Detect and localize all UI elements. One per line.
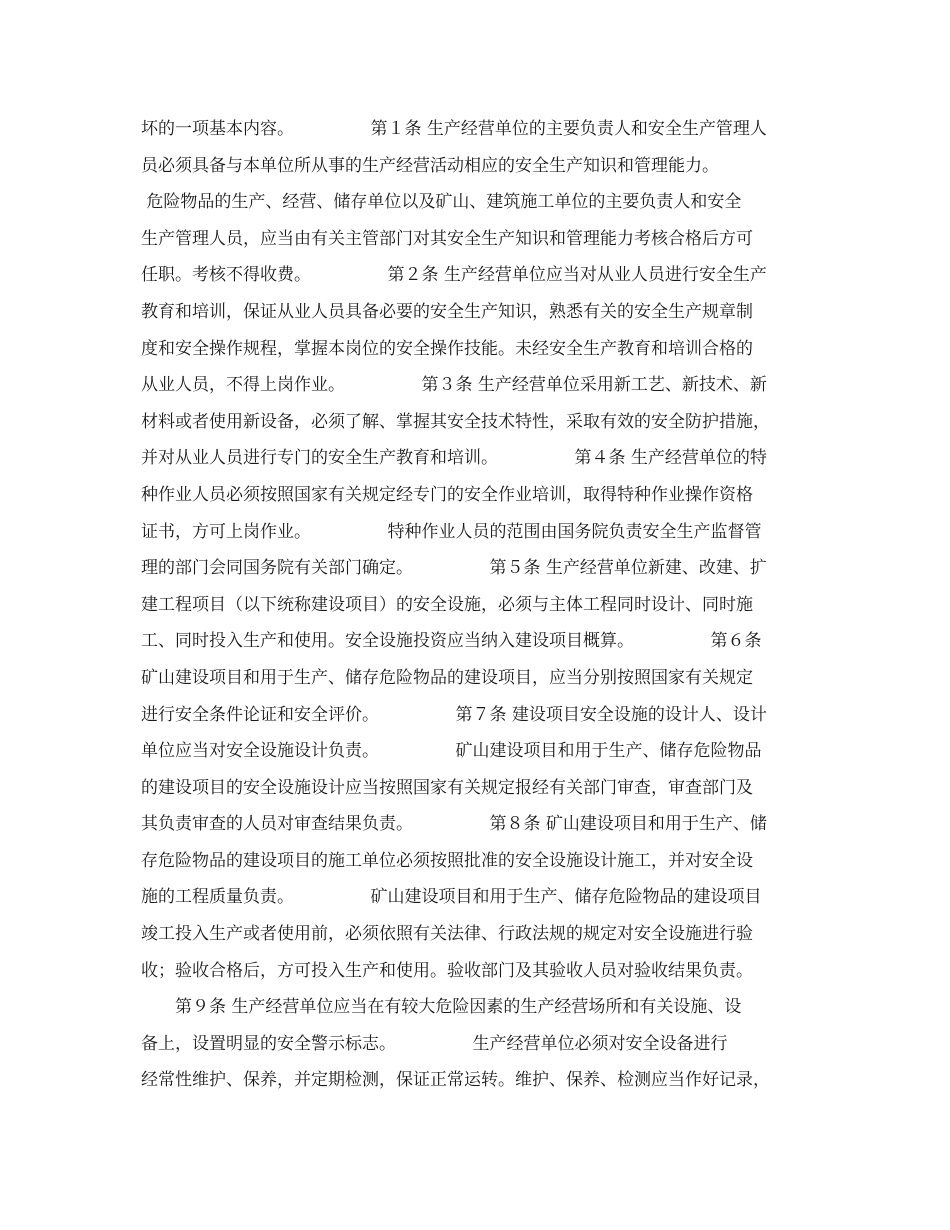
text-line: 矿山建设项目和用于生产、储存危险物品的建设项目，应当分别按照国家有关规定 [141, 667, 753, 688]
text-line: 竣工投入生产或者使用前，必须依照有关法律、行政法规的规定对安全设施进行验 [141, 924, 753, 945]
text-line: 建工程项目（以下统称建设项目）的安全设施，必须与主体工程同时设计、同时施 [141, 594, 753, 615]
text-line: 第９条 生产经营单位应当在有较大危险因素的生产经营场所和有关设施、设 [141, 997, 742, 1018]
text-line: 并对从业人员进行专门的安全生产教育和培训。 第４条 生产经营单位的特 [141, 448, 767, 469]
text-line: 单位应当对安全设施设计负责。 矿山建设项目和用于生产、储存危险物品 [141, 741, 762, 762]
text-line: 备上，设置明显的安全警示标志。 生产经营单位必须对安全设备进行 [141, 1033, 728, 1054]
text-line: 教育和培训，保证从业人员具备必要的安全生产知识，熟悉有关的安全生产规章制 [141, 301, 753, 322]
text-line: 坏的一项基本内容。 第１条 生产经营单位的主要负责人和安全生产管理人 [141, 119, 767, 139]
text-line: 其负责审查的人员对审查结果负责。 第８条 矿山建设项目和用于生产、储 [141, 814, 767, 835]
text-line: 理的部门会同国务院有关部门确定。 第５条 生产经营单位新建、改建、扩 [141, 558, 767, 579]
text-line: 任职。考核不得收费。 第２条 生产经营单位应当对从业人员进行安全生产 [141, 265, 767, 286]
text-line: 度和安全操作规程，掌握本岗位的安全操作技能。未经安全生产教育和培训合格的 [141, 338, 753, 359]
text-line: 的建设项目的安全设施设计应当按照国家有关规定报经有关部门审查，审查部门及 [141, 777, 753, 798]
text-line: 证书，方可上岗作业。 特种作业人员的范围由国务院负责安全生产监督管 [141, 521, 762, 542]
text-line: 种作业人员必须按照国家有关规定经专门的安全作业培训，取得特种作业操作资格 [141, 484, 753, 505]
text-line: 存危险物品的建设项目的施工单位必须按照批准的安全设施设计施工，并对安全设 [141, 850, 753, 871]
text-line: 从业人员，不得上岗作业。 第３条 生产经营单位采用新工艺、新技术、新 [141, 375, 767, 396]
text-line: 工、同时投入生产和使用。安全设施投资应当纳入建设项目概算。 第６条 [141, 631, 762, 652]
text-line: 施的工程质量负责。 矿山建设项目和用于生产、储存危险物品的建设项目 [141, 887, 762, 908]
text-line: 收；验收合格后，方可投入生产和使用。验收部门及其验收人员对验收结果负责。 [141, 960, 753, 981]
text-line: 经常性维护、保养，并定期检测，保证正常运转。维护、保养、检测应当作好记录， [141, 1070, 770, 1091]
text-line: 危险物品的生产、经营、储存单位以及矿山、建筑施工单位的主要负责人和安全 [141, 192, 742, 213]
document-body [141, 111, 821, 1099]
text-line: 材料或者使用新设备，必须了解、掌握其安全技术特性，采取有效的安全防护措施， [141, 411, 770, 432]
text-line: 生产管理人员，应当由有关主管部门对其安全生产知识和管理能力考核合格后方可 [141, 228, 753, 249]
text-line: 员必须具备与本单位所从事的生产经营活动相应的安全生产知识和管理能力。 [141, 155, 719, 176]
text-line: 进行安全条件论证和安全评价。 第７条 建设项目安全设施的设计人、设计 [141, 704, 767, 725]
